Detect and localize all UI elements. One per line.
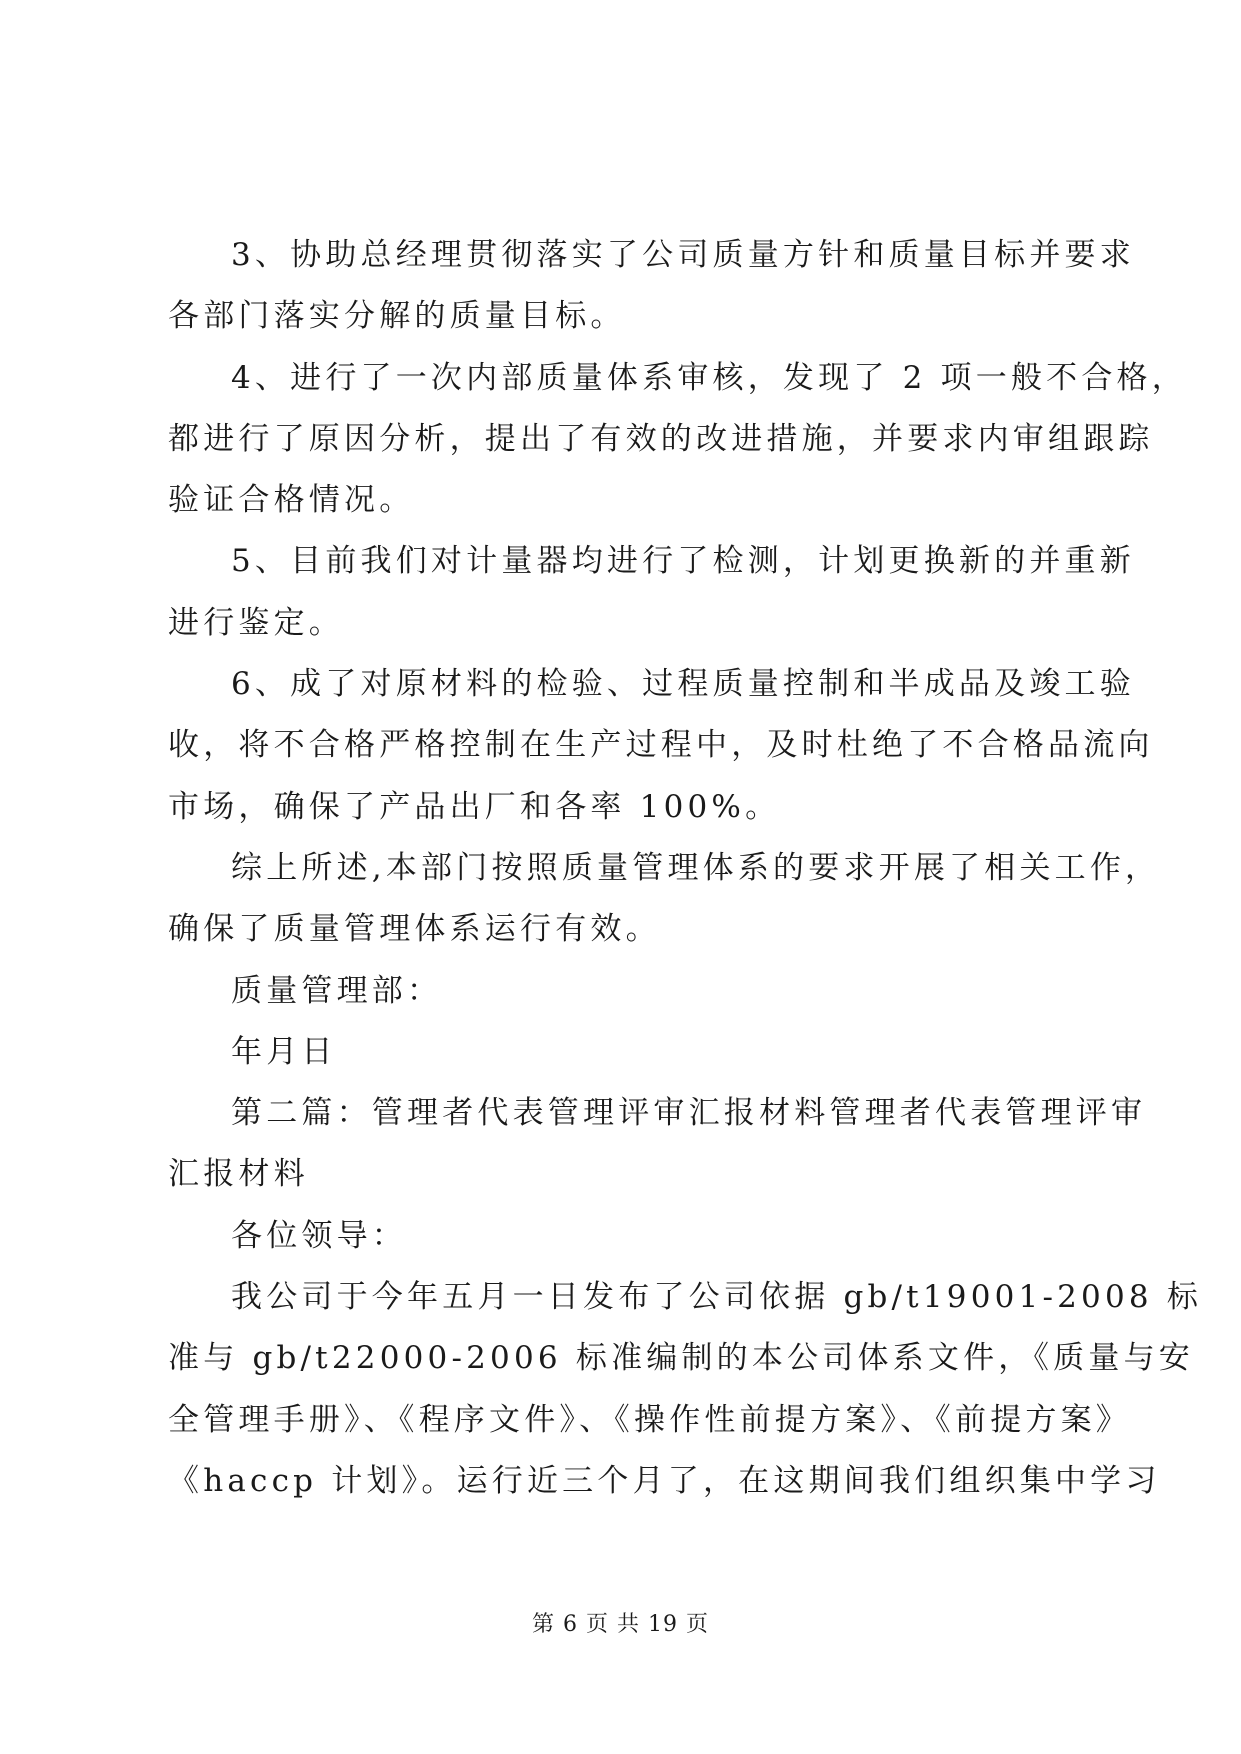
paragraph-line: 6、成了对原材料的检验、过程质量控制和半成品及竣工验 — [231, 666, 1135, 703]
signature-department: 质量管理部： — [231, 972, 443, 1009]
paragraph-line: 收，将不合格严格控制在生产过程中，及时杜绝了不合格品流向 — [168, 727, 1154, 764]
section-heading-continued: 汇报材料 — [168, 1156, 309, 1193]
paragraph-line: 进行鉴定。 — [168, 604, 344, 641]
paragraph-line: 综上所述,本部门按照质量管理体系的要求开展了相关工作， — [231, 849, 1161, 886]
document-body — [168, 225, 1203, 1512]
signature-date: 年月日 — [231, 1033, 337, 1070]
page-number-footer: 第 6 页 共 19 页 — [532, 1612, 709, 1637]
paragraph-line: 准与 gb/t22000-2006 标准编制的本公司体系文件，《质量与安 — [168, 1340, 1194, 1377]
paragraph-line: 《haccp 计划》。运行近三个月了，在这期间我们组织集中学习 — [168, 1462, 1161, 1499]
paragraph-line: 市场，确保了产品出厂和各率 100%。 — [168, 788, 781, 825]
paragraph-line: 我公司于今年五月一日发布了公司依据 gb/t19001-2008 标 — [231, 1279, 1203, 1316]
paragraph-line: 4、进行了一次内部质量体系审核，发现了 2 项一般不合格， — [231, 359, 1187, 396]
section-heading: 第二篇：管理者代表管理评审汇报材料管理者代表管理评审 — [231, 1095, 1147, 1132]
paragraph-line: 全管理手册》、《程序文件》、《操作性前提方案》、《前提方案》 — [168, 1401, 1131, 1438]
paragraph-line: 都进行了原因分析，提出了有效的改进措施，并要求内审组跟踪 — [168, 420, 1154, 457]
paragraph-line: 各部门落实分解的质量目标。 — [168, 298, 626, 335]
salutation: 各位领导： — [231, 1217, 407, 1254]
paragraph-line: 确保了质量管理体系运行有效。 — [168, 911, 661, 948]
paragraph-line: 3、协助总经理贯彻落实了公司质量方针和质量目标并要求 — [231, 237, 1135, 273]
paragraph-line: 5、目前我们对计量器均进行了检测，计划更换新的并重新 — [231, 543, 1135, 580]
paragraph-line: 验证合格情况。 — [168, 482, 415, 519]
